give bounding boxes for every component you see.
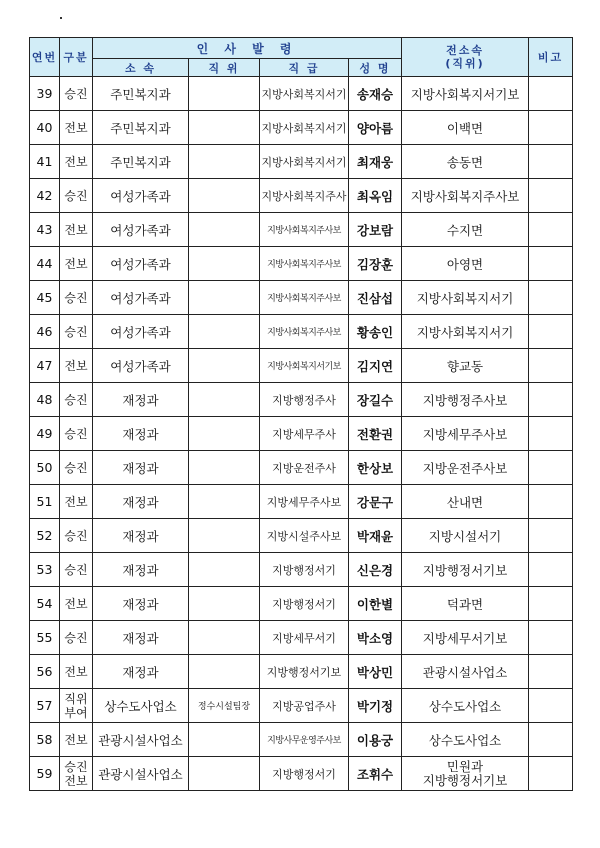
row-name: 박재윤 <box>349 519 402 553</box>
header-remarks: 비고 <box>529 38 573 77</box>
row-remarks <box>529 519 573 553</box>
row-rank: 지방행정서기보 <box>260 655 349 689</box>
row-no: 45 <box>30 281 60 315</box>
row-dept: 재정과 <box>93 621 189 655</box>
table-row <box>30 621 573 655</box>
row-previous-post: 상수도사업소 <box>402 689 529 723</box>
table-row <box>30 213 573 247</box>
table-row <box>30 485 573 519</box>
row-dept: 여성가족과 <box>93 281 189 315</box>
table-row <box>30 77 573 111</box>
header-previous-post-line2: (직위) <box>445 57 485 70</box>
row-name: 전환권 <box>349 417 402 451</box>
table-row <box>30 247 573 281</box>
row-position <box>189 213 260 247</box>
row-rank: 지방사회복지주사보 <box>260 281 349 315</box>
row-previous-post: 지방사회복지주사보 <box>402 179 529 213</box>
row-dept: 재정과 <box>93 417 189 451</box>
row-previous-post: 산내면 <box>402 485 529 519</box>
table-row <box>30 383 573 417</box>
row-no: 57 <box>30 689 60 723</box>
row-no: 54 <box>30 587 60 621</box>
row-division: 전보 <box>60 349 93 383</box>
row-no: 49 <box>30 417 60 451</box>
row-name: 강보람 <box>349 213 402 247</box>
row-dept: 상수도사업소 <box>93 689 189 723</box>
row-name: 최재웅 <box>349 145 402 179</box>
row-previous-post: 상수도사업소 <box>402 723 529 757</box>
row-division: 승진 <box>60 281 93 315</box>
row-rank: 지방사회복지주사보 <box>260 315 349 349</box>
header-rank: 직 급 <box>260 59 349 77</box>
row-name: 송재승 <box>349 77 402 111</box>
row-previous-post: 덕과면 <box>402 587 529 621</box>
row-division: 전보 <box>60 587 93 621</box>
row-name: 진삼섭 <box>349 281 402 315</box>
header-division: 구분 <box>60 38 93 77</box>
table-row <box>30 281 573 315</box>
header-name: 성 명 <box>349 59 402 77</box>
row-position <box>189 621 260 655</box>
table-row <box>30 519 573 553</box>
row-remarks <box>529 315 573 349</box>
table-row <box>30 723 573 757</box>
row-name: 조휘수 <box>349 757 402 791</box>
table-row <box>30 349 573 383</box>
row-dept: 여성가족과 <box>93 213 189 247</box>
row-dept: 재정과 <box>93 655 189 689</box>
row-division: 승진 <box>60 77 93 111</box>
table-row <box>30 315 573 349</box>
row-no: 53 <box>30 553 60 587</box>
row-previous-post: 아영면 <box>402 247 529 281</box>
row-remarks <box>529 179 573 213</box>
row-no: 51 <box>30 485 60 519</box>
row-previous-post: 지방시설서기 <box>402 519 529 553</box>
row-position <box>189 757 260 791</box>
row-rank: 지방행정서기 <box>260 553 349 587</box>
row-division: 승진 <box>60 179 93 213</box>
row-previous-post: 지방세무서기보 <box>402 621 529 655</box>
row-rank: 지방행정주사 <box>260 383 349 417</box>
row-position <box>189 315 260 349</box>
row-rank: 지방사회복지서기보 <box>260 349 349 383</box>
row-position <box>189 111 260 145</box>
row-previous-post: 지방세무주사보 <box>402 417 529 451</box>
row-division: 전보 <box>60 723 93 757</box>
row-no: 58 <box>30 723 60 757</box>
row-dept: 주민복지과 <box>93 111 189 145</box>
row-dept: 여성가족과 <box>93 179 189 213</box>
table-row <box>30 145 573 179</box>
row-division: 전보 <box>60 485 93 519</box>
row-dept: 관광시설사업소 <box>93 757 189 791</box>
row-name: 박기정 <box>349 689 402 723</box>
row-dept: 주민복지과 <box>93 77 189 111</box>
row-dept: 여성가족과 <box>93 315 189 349</box>
row-rank: 지방사회복지주사 <box>260 179 349 213</box>
row-remarks <box>529 621 573 655</box>
row-position <box>189 247 260 281</box>
row-position: 정수시설팀장 <box>189 689 260 723</box>
header-dept: 소 속 <box>93 59 189 77</box>
header-previous-post <box>402 38 529 77</box>
row-no: 39 <box>30 77 60 111</box>
row-remarks <box>529 247 573 281</box>
row-no: 59 <box>30 757 60 791</box>
row-no: 40 <box>30 111 60 145</box>
row-name: 박상민 <box>349 655 402 689</box>
row-remarks <box>529 77 573 111</box>
row-remarks <box>529 655 573 689</box>
row-name: 양아름 <box>349 111 402 145</box>
row-dept: 여성가족과 <box>93 247 189 281</box>
row-dept: 재정과 <box>93 383 189 417</box>
table-row <box>30 655 573 689</box>
table-row <box>30 179 573 213</box>
table-row <box>30 689 573 723</box>
row-dept: 여성가족과 <box>93 349 189 383</box>
row-dept: 관광시설사업소 <box>93 723 189 757</box>
row-name: 강문구 <box>349 485 402 519</box>
row-position <box>189 519 260 553</box>
row-name: 황송인 <box>349 315 402 349</box>
row-dept: 재정과 <box>93 485 189 519</box>
row-dept: 재정과 <box>93 553 189 587</box>
row-no: 41 <box>30 145 60 179</box>
table-row <box>30 417 573 451</box>
row-position <box>189 723 260 757</box>
row-previous-post: 관광시설사업소 <box>402 655 529 689</box>
row-name: 김장훈 <box>349 247 402 281</box>
row-rank: 지방사회복지주사보 <box>260 213 349 247</box>
row-position <box>189 383 260 417</box>
row-remarks <box>529 553 573 587</box>
row-remarks <box>529 451 573 485</box>
table-header <box>30 38 573 77</box>
row-name: 최옥임 <box>349 179 402 213</box>
row-division: 승진 <box>60 417 93 451</box>
table-row <box>30 757 573 791</box>
row-name: 김지연 <box>349 349 402 383</box>
row-name: 장길수 <box>349 383 402 417</box>
row-previous-post: 이백면 <box>402 111 529 145</box>
row-dept: 재정과 <box>93 587 189 621</box>
row-position <box>189 77 260 111</box>
row-rank: 지방사회복지주사보 <box>260 247 349 281</box>
row-rank: 지방운전주사 <box>260 451 349 485</box>
row-rank: 지방공업주사 <box>260 689 349 723</box>
row-position <box>189 587 260 621</box>
header-position: 직 위 <box>189 59 260 77</box>
row-remarks <box>529 723 573 757</box>
header-appointment: 인 사 발 령 <box>93 38 402 59</box>
row-position <box>189 485 260 519</box>
row-name: 한상보 <box>349 451 402 485</box>
row-rank: 지방사무운영주사보 <box>260 723 349 757</box>
row-rank: 지방세무주사 <box>260 417 349 451</box>
row-division: 전보 <box>60 247 93 281</box>
row-division: 전보 <box>60 145 93 179</box>
row-position <box>189 655 260 689</box>
row-name: 신은경 <box>349 553 402 587</box>
row-rank: 지방사회복지서기 <box>260 77 349 111</box>
row-rank: 지방행정서기 <box>260 757 349 791</box>
row-previous-post: 지방행정서기보 <box>402 553 529 587</box>
row-remarks <box>529 587 573 621</box>
row-previous-post: 지방행정주사보 <box>402 383 529 417</box>
row-no: 42 <box>30 179 60 213</box>
row-division: 직위 부여 <box>60 689 93 723</box>
row-rank: 지방사회복지서기 <box>260 111 349 145</box>
row-previous-post: 지방사회복지서기 <box>402 315 529 349</box>
row-no: 47 <box>30 349 60 383</box>
table-row <box>30 587 573 621</box>
row-division: 승진 <box>60 553 93 587</box>
row-division: 전보 <box>60 213 93 247</box>
header-no: 연번 <box>30 38 60 77</box>
row-no: 43 <box>30 213 60 247</box>
row-division: 승진 전보 <box>60 757 93 791</box>
row-division: 승진 <box>60 519 93 553</box>
row-rank: 지방세무주사보 <box>260 485 349 519</box>
row-no: 56 <box>30 655 60 689</box>
row-previous-post: 향교동 <box>402 349 529 383</box>
row-position <box>189 179 260 213</box>
row-remarks <box>529 213 573 247</box>
row-remarks <box>529 485 573 519</box>
row-previous-post: 지방운전주사보 <box>402 451 529 485</box>
row-rank: 지방시설주사보 <box>260 519 349 553</box>
row-rank: 지방행정서기 <box>260 587 349 621</box>
row-remarks <box>529 689 573 723</box>
row-division: 전보 <box>60 111 93 145</box>
row-name: 박소영 <box>349 621 402 655</box>
row-division: 승진 <box>60 451 93 485</box>
row-no: 48 <box>30 383 60 417</box>
row-previous-post: 민원과 지방행정서기보 <box>402 757 529 791</box>
row-division: 전보 <box>60 655 93 689</box>
row-dept: 재정과 <box>93 519 189 553</box>
table-body <box>30 77 573 791</box>
row-rank: 지방사회복지서기 <box>260 145 349 179</box>
row-dept: 재정과 <box>93 451 189 485</box>
table-row <box>30 553 573 587</box>
row-position <box>189 281 260 315</box>
row-no: 50 <box>30 451 60 485</box>
header-previous-post-line1: 전소속 <box>446 44 484 57</box>
row-remarks <box>529 417 573 451</box>
row-name: 이한별 <box>349 587 402 621</box>
row-previous-post: 수지면 <box>402 213 529 247</box>
row-previous-post: 송동면 <box>402 145 529 179</box>
row-position <box>189 417 260 451</box>
row-no: 44 <box>30 247 60 281</box>
row-position <box>189 451 260 485</box>
row-no: 52 <box>30 519 60 553</box>
row-dept: 주민복지과 <box>93 145 189 179</box>
row-remarks <box>529 757 573 791</box>
row-rank: 지방세무서기 <box>260 621 349 655</box>
row-previous-post: 지방사회복지서기 <box>402 281 529 315</box>
row-division: 승진 <box>60 315 93 349</box>
row-remarks <box>529 145 573 179</box>
row-division: 승진 <box>60 383 93 417</box>
personnel-appointment-table <box>29 37 573 791</box>
row-remarks <box>529 111 573 145</box>
table-row <box>30 111 573 145</box>
table-row <box>30 451 573 485</box>
row-remarks <box>529 281 573 315</box>
row-position <box>189 349 260 383</box>
row-division: 승진 <box>60 621 93 655</box>
row-position <box>189 553 260 587</box>
scan-speck <box>60 17 62 19</box>
row-position <box>189 145 260 179</box>
row-no: 46 <box>30 315 60 349</box>
row-remarks <box>529 349 573 383</box>
row-remarks <box>529 383 573 417</box>
row-previous-post: 지방사회복지서기보 <box>402 77 529 111</box>
row-name: 이용궁 <box>349 723 402 757</box>
row-no: 55 <box>30 621 60 655</box>
